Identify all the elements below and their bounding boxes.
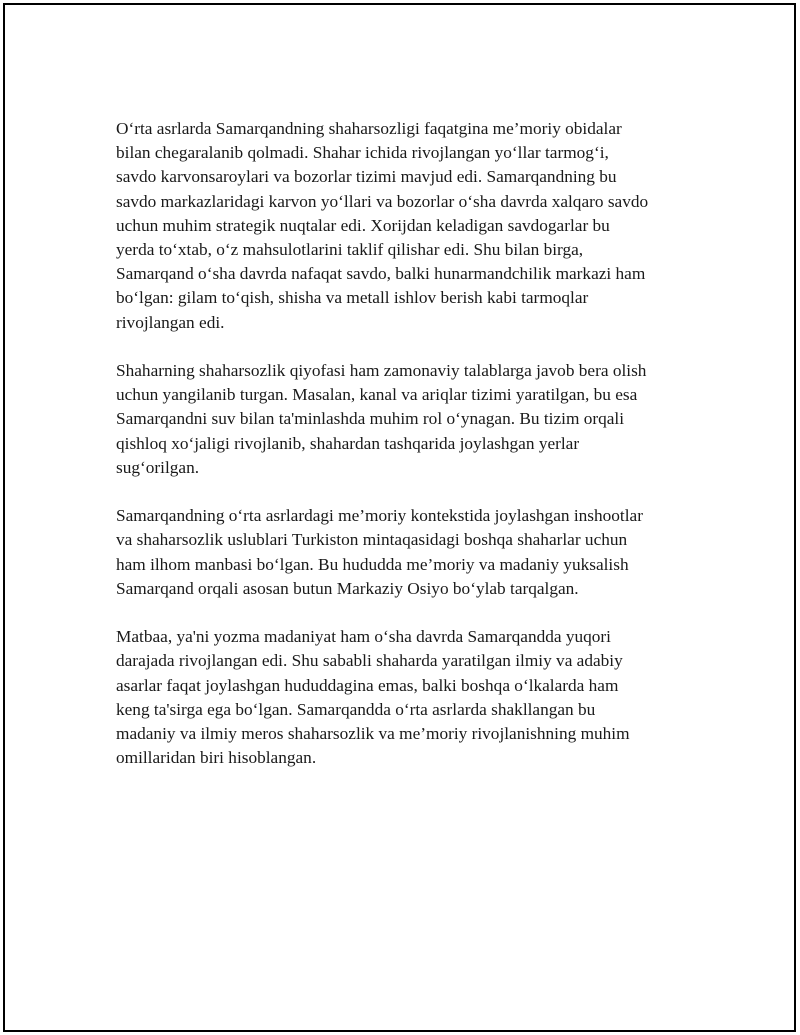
text-line: Matbaa, ya'ni yozma madaniyat ham o‘sha davrda Samarqandda yuqori <box>116 627 611 647</box>
text-line: ham ilhom manbasi bo‘lgan. Bu hududda me’moriy va madaniy yuksalish <box>116 554 629 574</box>
text-line: Shaharning shaharsozlik qiyofasi ham zamonaviy talablarga javob bera olish <box>116 361 647 381</box>
text-line: savdo karvonsaroylari va bozorlar tizimi mavjud edi. Samarqandning bu <box>116 167 617 187</box>
text-line: savdo markazlaridagi karvon yo‘llari va bozorlar o‘sha davrda xalqaro savdo <box>116 191 649 211</box>
text-line: Samarqand o‘sha davrda nafaqat savdo, balki hunarmandchilik markazi ham <box>116 264 646 284</box>
text-line: bilan chegaralanib qolmadi. Shahar ichida rivojlangan yo‘llar tarmog‘i, <box>116 143 609 163</box>
paragraph-3 <box>116 504 696 601</box>
text-line: O‘rta asrlarda Samarqandning shaharsozligi faqatgina me’moriy obidalar <box>116 119 622 138</box>
paragraph-2 <box>116 359 696 480</box>
text-line: asarlar faqat joylashgan hududdagina emas, balki boshqa o‘lkalarda ham <box>116 675 619 695</box>
document-body <box>116 117 696 795</box>
text-line: uchun muhim strategik nuqtalar edi. Xorijdan keladigan savdogarlar bu <box>116 215 610 235</box>
text-line: Samarqandning o‘rta asrlardagi me’moriy kontekstida joylashgan inshootlar <box>116 506 643 526</box>
paragraph-4 <box>116 625 696 770</box>
paragraph-1 <box>116 117 696 335</box>
text-line: Samarqandni suv bilan ta'minlashda muhim rol o‘ynagan. Bu tizim orqali <box>116 409 625 429</box>
text-line: uchun yangilanib turgan. Masalan, kanal va ariqlar tizimi yaratilgan, bu esa <box>116 385 638 405</box>
text-line: omillaridan biri hisoblangan. <box>116 748 317 768</box>
text-line: rivojlangan edi. <box>116 312 225 332</box>
text-line: Samarqand orqali asosan butun Markaziy Osiyo bo‘ylab tarqalgan. <box>116 578 579 598</box>
text-line: darajada rivojlangan edi. Shu sababli shaharda yaratilgan ilmiy va adabiy <box>116 651 623 671</box>
text-line: yerda to‘xtab, o‘z mahsulotlarini taklif qilishar edi. Shu bilan birga, <box>116 240 584 260</box>
text-line: qishloq xo‘jaligi rivojlanib, shahardan tashqarida joylashgan yerlar <box>116 433 580 453</box>
text-line: keng ta'sirga ega bo‘lgan. Samarqandda o‘rta asrlarda shakllangan bu <box>116 699 596 719</box>
text-line: bo‘lgan: gilam to‘qish, shisha va metall ishlov berish kabi tarmoqlar <box>116 288 589 308</box>
text-line: sug‘orilgan. <box>116 457 200 477</box>
text-line: va shaharsozlik uslublari Turkiston mintaqasidagi boshqa shaharlar uchun <box>116 530 628 550</box>
text-line: madaniy va ilmiy meros shaharsozlik va me’moriy rivojlanishning muhim <box>116 724 630 744</box>
